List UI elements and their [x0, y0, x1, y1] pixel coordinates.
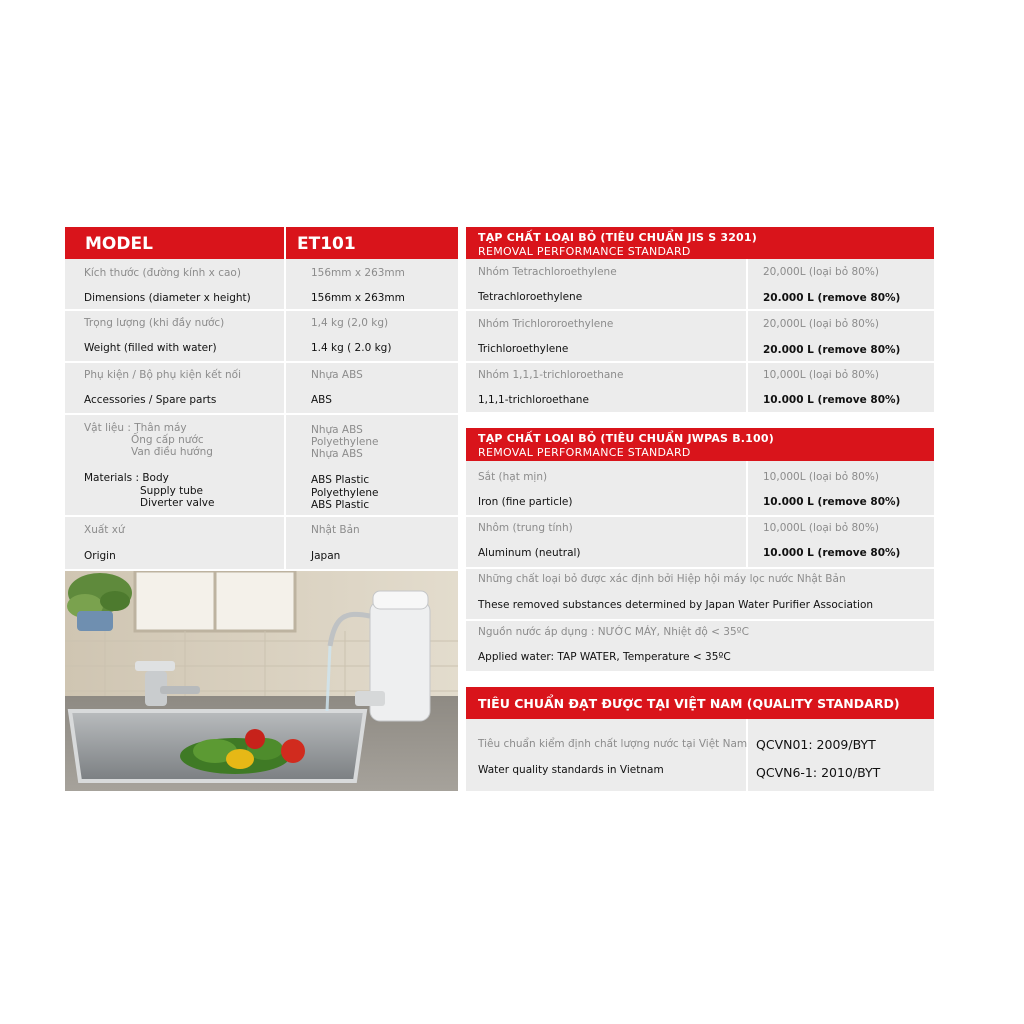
- jis-row2-label: Trichloroethylene: [478, 343, 569, 355]
- weight-label: Weight (filled with water): [84, 342, 217, 354]
- row-divider: [65, 309, 458, 311]
- jwpas-subtitle: REMOVAL PERFORMANCE STANDARD: [478, 446, 691, 459]
- jis-subtitle: REMOVAL PERFORMANCE STANDARD: [478, 245, 691, 258]
- row-divider: [65, 361, 458, 363]
- model-label: MODEL: [85, 234, 153, 254]
- jis-row1-label: Tetrachloroethylene: [478, 291, 583, 303]
- jis-row1-value: 20.000 L (remove 80%): [763, 292, 901, 304]
- quality-table: [466, 719, 934, 791]
- model-header: [65, 227, 458, 259]
- row-divider: [466, 309, 934, 311]
- jwpas-title: TẠP CHẤT LOẠI BỎ (TIÊU CHUẨN JWPAS B.100): [478, 432, 774, 445]
- materials-label-3: Diverter valve: [140, 497, 215, 509]
- weight-value: 1.4 kg ( 2.0 kg): [311, 342, 392, 354]
- quality-value-1: QCVN01: 2009/BYT: [756, 737, 876, 752]
- row-divider: [466, 515, 934, 517]
- jwpas-row1-label-vi: Sắt (hạt mịn): [478, 471, 548, 483]
- jwpas-header: [466, 428, 934, 461]
- jwpas-row2-value-vi: 10,000L (loại bỏ 80%): [763, 522, 879, 534]
- jis-header: [466, 227, 934, 259]
- jis-title: TẠP CHẤT LOẠI BỎ (TIÊU CHUẨN JIS S 3201): [478, 231, 757, 244]
- weight-value-vi: 1,4 kg (2,0 kg): [311, 317, 389, 329]
- origin-value-vi: Nhật Bản: [311, 524, 360, 536]
- jis-row2-label-vi: Nhóm Trichlororoethylene: [478, 318, 614, 330]
- materials-label-vi-1: Vật liệu : Thân máy: [84, 422, 187, 434]
- row-divider: [65, 413, 458, 415]
- materials-value-3: ABS Plastic: [311, 499, 370, 511]
- divider: [284, 227, 286, 259]
- jwpas-row2-label-vi: Nhôm (trung tính): [478, 522, 573, 534]
- jis-row3-label-vi: Nhóm 1,1,1-trichloroethane: [478, 369, 624, 381]
- column-divider: [746, 259, 748, 412]
- materials-value-1: ABS Plastic: [311, 474, 370, 486]
- materials-value-2: Polyethylene: [311, 487, 379, 499]
- quality-value-2: QCVN6-1: 2010/BYT: [756, 765, 881, 780]
- row-divider: [65, 515, 458, 517]
- row-divider: [466, 361, 934, 363]
- column-divider: [746, 719, 748, 791]
- accessories-value: ABS: [311, 394, 332, 406]
- applied-water-note: Applied water: TAP WATER, Temperature < 35ºC: [478, 651, 731, 663]
- jis-row2-value-vi: 20,000L (loại bỏ 80%): [763, 318, 879, 330]
- quality-header: [466, 687, 934, 719]
- materials-label-vi-3: Van điều hướng: [131, 446, 213, 458]
- row-divider: [466, 567, 934, 569]
- jis-row3-value: 10.000 L (remove 80%): [763, 394, 901, 406]
- association-note: These removed substances determined by Japan Water Purifier Association: [478, 599, 874, 611]
- origin-value: Japan: [311, 550, 341, 562]
- jis-row3-value-vi: 10,000L (loại bỏ 80%): [763, 369, 879, 381]
- materials-label-1: Materials : Body: [84, 472, 169, 484]
- jis-table: [466, 259, 934, 412]
- jis-row1-label-vi: Nhóm Tetrachloroethylene: [478, 266, 617, 278]
- quality-label: Water quality standards in Vietnam: [478, 764, 664, 776]
- quality-label-vi: Tiêu chuẩn kiểm định chất lượng nước tại Việt Nam: [478, 738, 748, 750]
- jwpas-row1-label: Iron (fine particle): [478, 496, 573, 508]
- applied-water-note-vi: Nguồn nước áp dụng : NƯỚC MÁY, Nhiệt độ < 35ºC: [478, 626, 749, 638]
- column-divider: [746, 461, 748, 567]
- jis-row2-value: 20.000 L (remove 80%): [763, 344, 901, 356]
- dimensions-label-vi: Kích thước (đường kính x cao): [84, 267, 241, 279]
- jwpas-row2-value: 10.000 L (remove 80%): [763, 547, 901, 559]
- materials-label-vi-2: Ống cấp nước: [131, 434, 204, 446]
- accessories-value-vi: Nhựa ABS: [311, 369, 363, 381]
- jis-row3-label: 1,1,1-trichloroethane: [478, 394, 589, 406]
- jwpas-table: [466, 461, 934, 671]
- accessories-label: Accessories / Spare parts: [84, 394, 217, 406]
- materials-label-2: Supply tube: [140, 485, 204, 497]
- materials-value-vi-1: Nhựa ABS: [311, 424, 363, 436]
- jwpas-row1-value: 10.000 L (remove 80%): [763, 496, 901, 508]
- row-divider: [466, 619, 934, 621]
- origin-label: Origin: [84, 550, 116, 562]
- product-photo: [65, 571, 458, 791]
- quality-title: TIÊU CHUẨN ĐẠT ĐƯỢC TẠI VIỆT NAM (QUALITY STANDARD): [478, 696, 900, 711]
- dimensions-value: 156mm x 263mm: [311, 292, 405, 304]
- accessories-label-vi: Phụ kiện / Bộ phụ kiện kết nối: [84, 369, 242, 381]
- weight-label-vi: Trọng lượng (khi đầy nước): [84, 317, 225, 329]
- model-value: ET101: [297, 234, 356, 254]
- dimensions-label: Dimensions (diameter x height): [84, 292, 251, 304]
- jis-row1-value-vi: 20,000L (loại bỏ 80%): [763, 266, 879, 278]
- materials-value-vi-3: Nhựa ABS: [311, 448, 363, 460]
- dimensions-value-vi: 156mm x 263mm: [311, 267, 405, 279]
- origin-label-vi: Xuất xứ: [84, 524, 125, 536]
- association-note-vi: Những chất loại bỏ được xác định bởi Hiệp hội máy lọc nước Nhật Bản: [478, 573, 846, 585]
- jwpas-row2-label: Aluminum (neutral): [478, 547, 581, 559]
- spec-table: [65, 259, 458, 569]
- materials-value-vi-2: Polyethylene: [311, 436, 379, 448]
- jwpas-row1-value-vi: 10,000L (loại bỏ 80%): [763, 471, 879, 483]
